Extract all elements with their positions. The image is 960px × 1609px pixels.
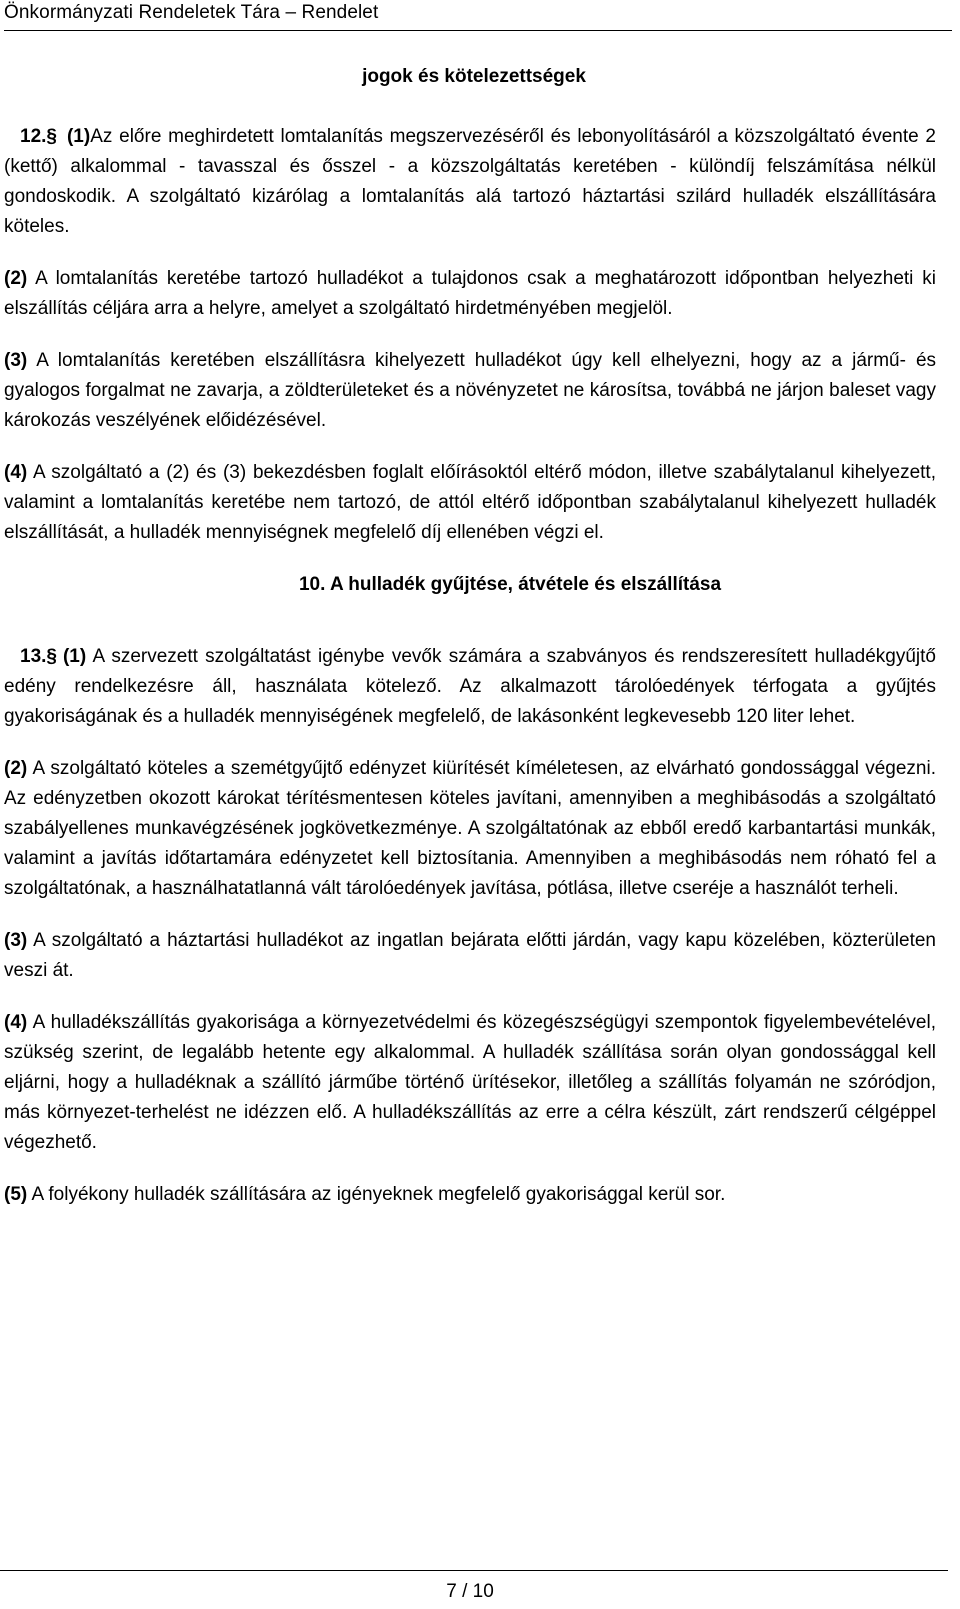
section-13-p2-text: A szolgáltató köteles a szemétgyűjtő edényzet kiürítését kíméletesen, az elvárható gondossággal végezni. Az edényzetben okozott károkat térítésmentesen köteles javítani, amennyiben a meghibásodás a szolgáltató szabályellenes munkavégzésének jogkövetkezménye. A szolgáltatónak az ebből eredő karbantartási munkák, valamint a javítás időtartamára edényzetet kell biztosítania. Amennyiben a meghibásodás nem róható fel a szolgáltatónak, a használhatatlanná vált tárolóedények javítása, pótlása, illetve cseréje a használót terheli. [4, 758, 936, 899]
section-12-number: 12.§ [20, 126, 57, 147]
section-13-paragraph-3 [4, 926, 936, 986]
section-13-number: 13.§ [20, 646, 57, 667]
section-13-p5-label: (5) [4, 1184, 28, 1205]
page-header [4, 0, 952, 31]
section-13-p4-label: (4) [4, 1012, 28, 1033]
section-12-paragraph-2 [4, 264, 936, 324]
document-body [4, 62, 936, 1210]
section-12-p3-text: A lomtalanítás keretében elszállításra kihelyezett hulladékot úgy kell elhelyezni, hogy az a jármű- és gyalogos forgalmat ne zavarja, a zöldterületeket és a növényzetet ne károsítsa, továbbá ne járjon baleset vagy károkozás veszélyének előidézésével. [4, 350, 937, 431]
section-13-paragraph-5 [4, 1180, 936, 1210]
page-footer [0, 1570, 948, 1602]
section-12-p1-text: Az előre meghirdetett lomtalanítás megszervezéséről és lebonyolításáról a közszolgáltató évente 2 (kettő) alkalommal - tavasszal és ősszel - a közszolgáltatás keretében - különdíj felszámítása nélkül gondoskodik. A szolgáltató kizárólag a lomtalanítás alá tartozó háztartási szilárd hulladék elszállítására köteles. [4, 126, 936, 237]
section-12-paragraph-4 [4, 458, 936, 548]
section-12-paragraph-3 [4, 346, 936, 436]
section-12-p4-label: (4) [4, 462, 28, 483]
chapter-10-title: 10. A hulladék gyűjtése, átvétele és elszállítása [298, 574, 722, 595]
section-12-p1-label: (1) [66, 126, 91, 147]
section-12-p2-label: (2) [4, 268, 28, 289]
section-13-paragraph-4 [4, 1008, 936, 1158]
section-13-paragraph-2 [4, 754, 936, 904]
section-13-p5-text: A folyékony hulladék szállítására az igényeknek megfelelő gyakorisággal kerül sor. [31, 1184, 726, 1205]
section-13-p1-text: A szervezett szolgáltatást igénybe vevők számára a szabványos és rendszeresített hulladékgyűjtő edény rendelkezésre áll, használata kötelező. Az alkalmazott tárolóedények térfogata a gyűjtés gyakoriságának és a hulladék mennyiségének megfelelő, de lakásonként legkevesebb 120 liter lehet. [4, 646, 936, 727]
section-12-p2-text: A lomtalanítás keretébe tartozó hulladékot a tulajdonos csak a meghatározott időpontban helyezheti ki elszállítás céljára arra a helyre, amelyet a szolgáltató hirdetményében megjelöl. [4, 268, 937, 319]
section-heading: jogok és kötelezettségek [362, 66, 586, 87]
page-number: 7 / 10 [446, 1581, 494, 1602]
header-title: Önkormányzati Rendeletek Tára – Rendelet [4, 2, 379, 23]
section-12-p3-label: (3) [4, 350, 28, 371]
section-12-p4-text: A szolgáltató a (2) és (3) bekezdésben foglalt előírásoktól eltérő módon, illetve szabálytalanul kihelyezett, valamint a lomtalanítás keretébe nem tartozó, de attól eltérő időpontban szabálytalanul kihelyezett hulladék elszállítását, a hulladék mennyiségnek megfelelő díj ellenében végzi el. [4, 462, 936, 543]
section-13-p2-label: (2) [4, 758, 28, 779]
section-13-p1-label: (1) [62, 646, 87, 667]
section-13-paragraph-1 [4, 642, 936, 732]
section-12-paragraph-1 [4, 122, 936, 242]
section-13-p3-label: (3) [4, 930, 28, 951]
section-13-p4-text: A hulladékszállítás gyakorisága a környezetvédelmi és közegészségügyi szempontok figyelembevételével, szükség szerint, de legalább hetente egy alkalommal. A hulladék szállítása során olyan gondossággal kell eljárni, hogy a hulladéknak a szállító járműbe történő ürítésekor, illetőleg a szállítás folyamán ne szóródjon, más környezet-terhelést ne idézzen elő. A hulladékszállítás az erre a célra készült, zárt rendszerű célgéppel végezhető. [4, 1012, 936, 1153]
section-13-p3-text: A szolgáltató a háztartási hulladékot az ingatlan bejárata előtti járdán, vagy kapu közelében, közterületen veszi át. [4, 930, 936, 981]
